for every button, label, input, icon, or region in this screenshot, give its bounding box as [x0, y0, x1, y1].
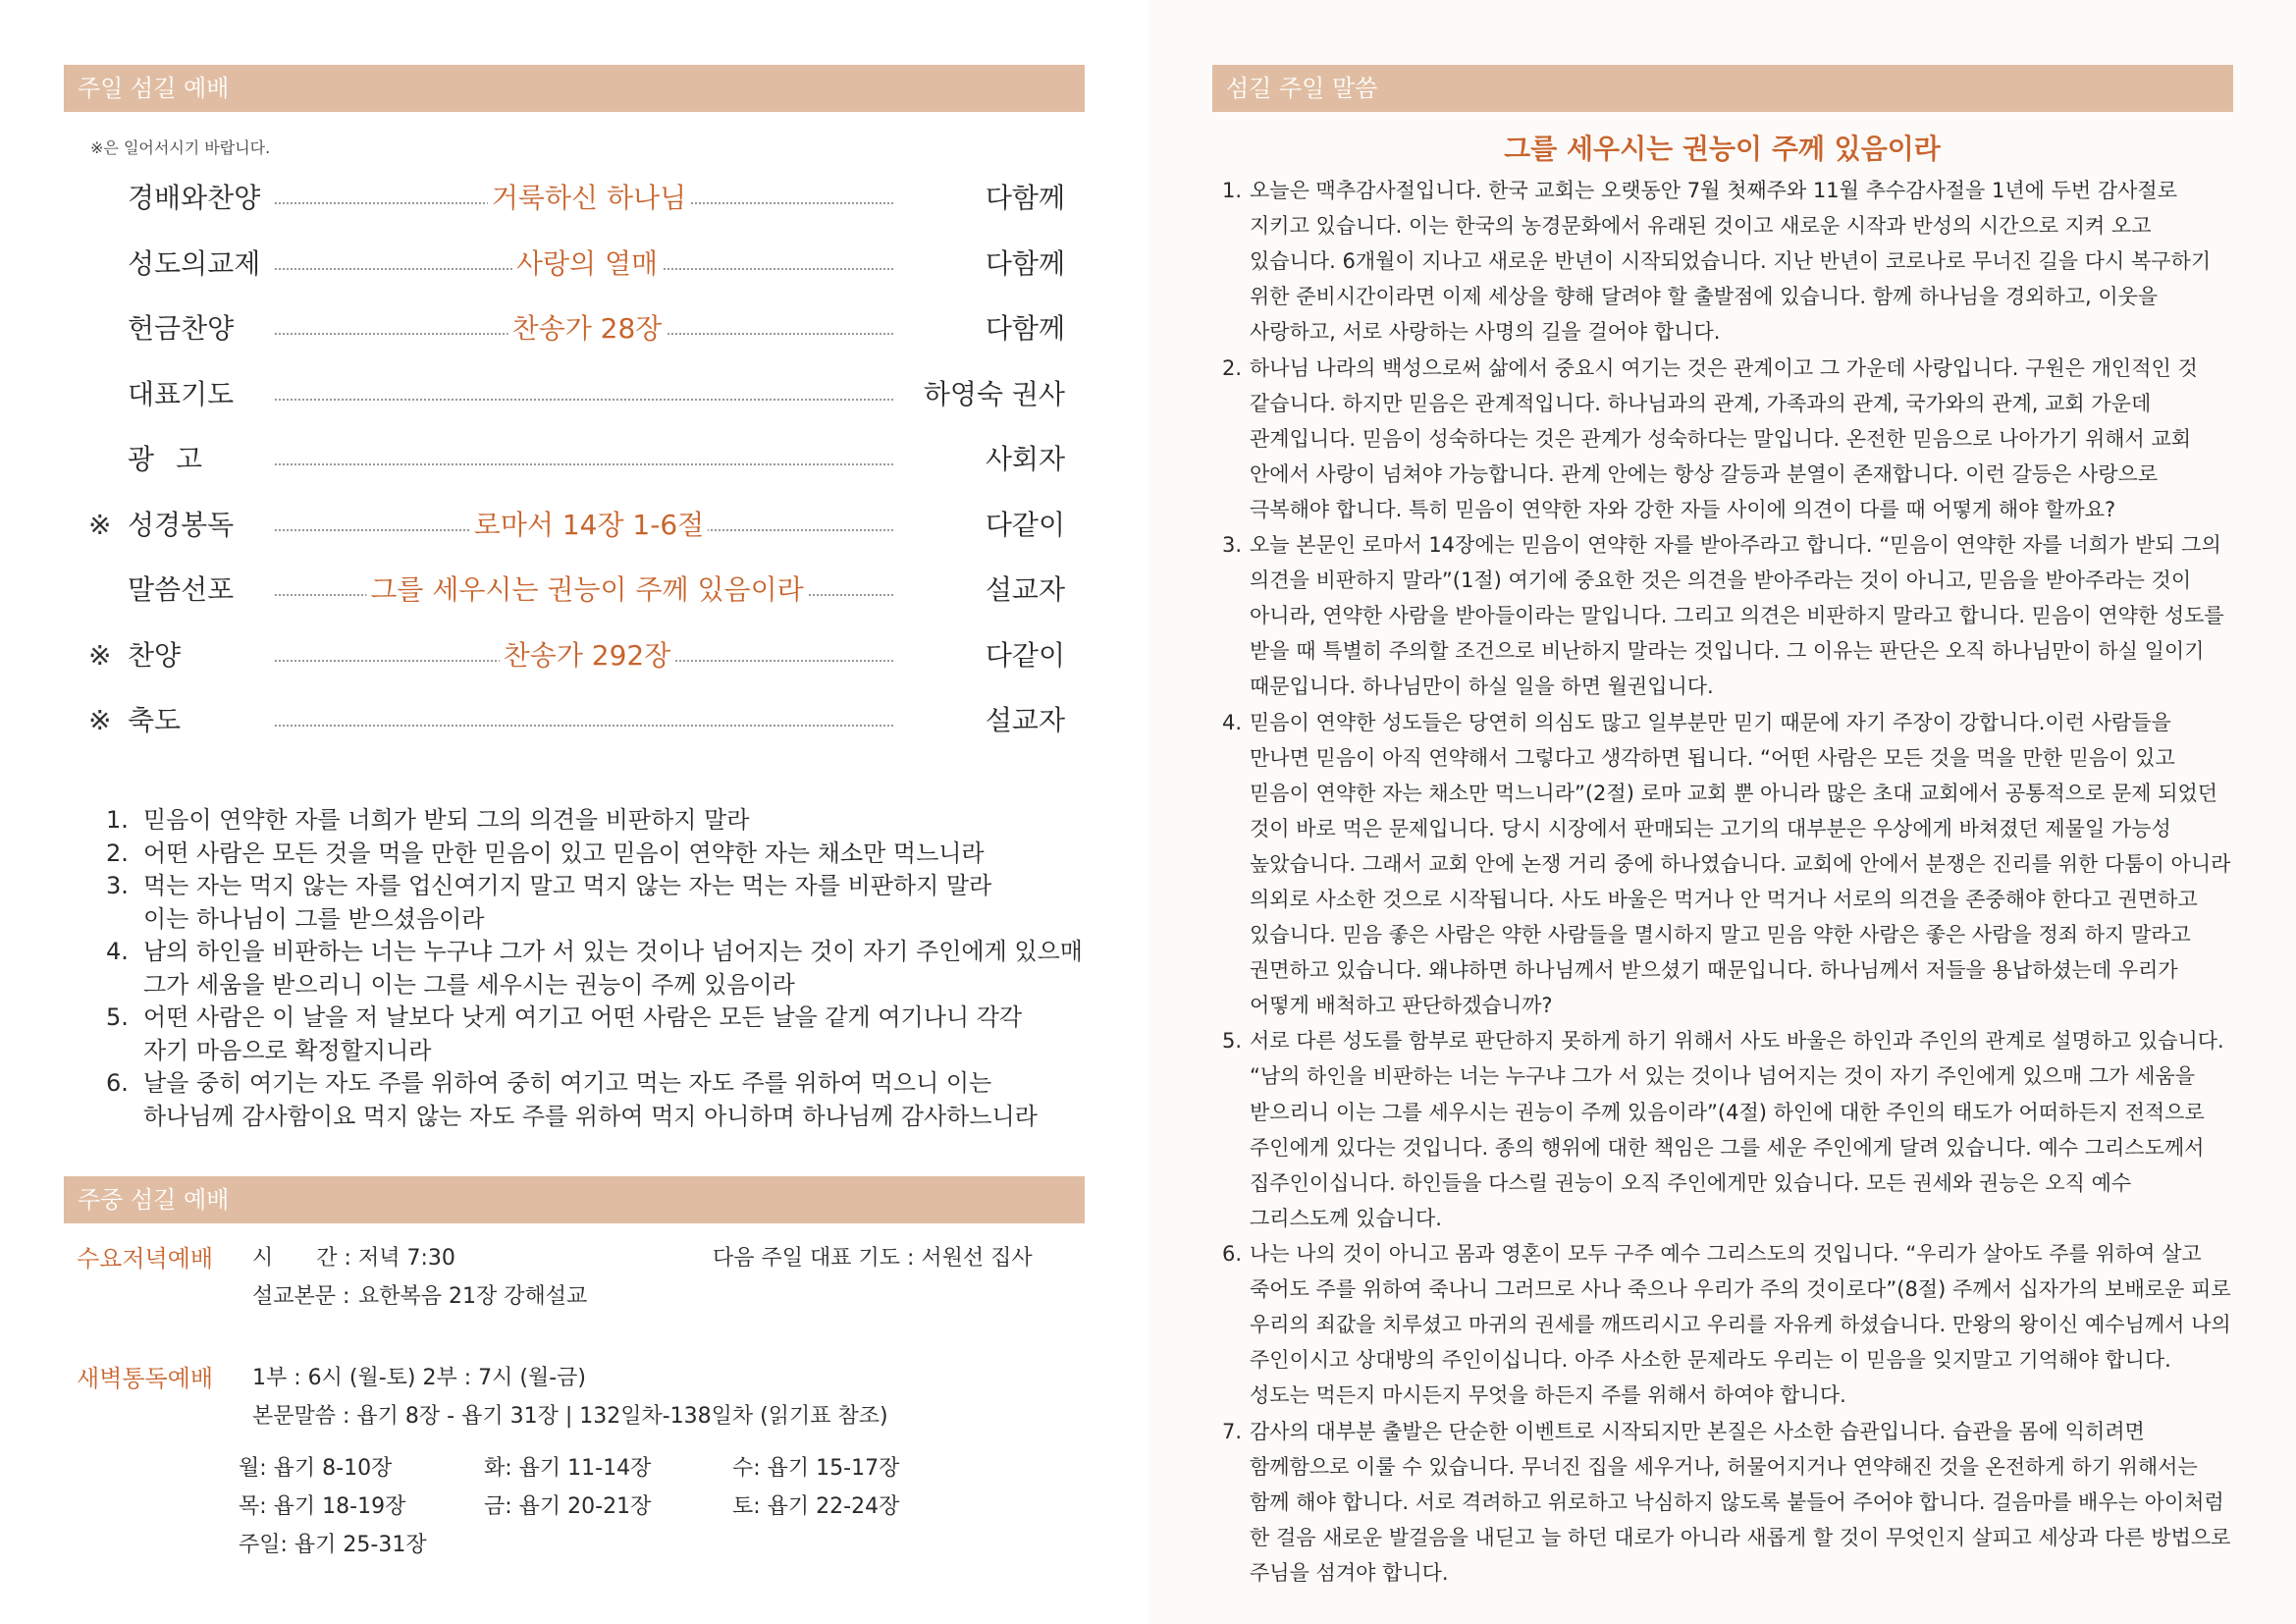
day-reading: 월: 욥기 8-10장	[239, 1456, 393, 1481]
order-row	[88, 506, 1065, 545]
order-row	[88, 375, 1065, 414]
paragraph-line: 서로 다른 성도를 함부로 판단하지 못하게 하기 위해서 사도 바울은 하인과 주인의 관계로 설명하고 있습니다.	[1250, 1029, 2224, 1054]
paragraph-line: 만나면 믿음이 아직 연약해서 그렇다고 생각하면 됩니다. “어떤 사람은 모든 것을 먹을 만한 믿음이 있고	[1250, 745, 2175, 770]
order-title: 말씀선포	[128, 573, 235, 606]
paragraph-number: 1.	[1222, 179, 1243, 202]
verse-line: 하나님께 감사함이요 먹지 않는 자도 주를 위하여 먹지 아니하며 하나님께 감사하느니라	[143, 1102, 1038, 1130]
day-reading: 금: 욥기 20-21장	[484, 1494, 652, 1519]
paragraph-number: 6.	[1222, 1242, 1243, 1266]
paragraph-line: 우리의 죄값을 치루셨고 마귀의 권세를 깨뜨리시고 우리를 자유케 하셨습니다. 만왕의 왕이신 예수님께서 나의	[1250, 1313, 2231, 1337]
order-row	[88, 701, 1065, 740]
verse-number: 1.	[106, 806, 129, 834]
day-reading: 주일: 욥기 25-31장	[239, 1533, 427, 1557]
verse-line: 먹는 자는 먹지 않는 자를 업신여기지 말고 먹지 않는 자는 먹는 자를 비판하지 말라	[143, 872, 992, 899]
verse-line: 자기 마음으로 확정할지니라	[143, 1036, 432, 1064]
order-content: 사랑의 열매	[512, 244, 662, 284]
sunday-worship-banner	[64, 65, 1085, 112]
wednesday-service-label: 수요저녁예배	[77, 1245, 214, 1272]
order-row	[88, 570, 1065, 610]
dawn-schedule: 1부 : 6시 (월-토) 2부 : 7시 (월-금)	[252, 1366, 586, 1390]
verse-line: 남의 하인을 비판하는 너는 누구냐 그가 서 있는 것이나 넘어지는 것이 자기 주인에게 있으매	[143, 938, 1083, 965]
banner-title: 주일 섬길 예배	[78, 75, 230, 102]
paragraph-number: 3.	[1222, 533, 1243, 557]
paragraph-line: 의견을 비판하지 말라”(1절) 여기에 중요한 것은 의견을 받아주라는 것이 아니고, 믿음을 받아주라는 것이	[1250, 568, 2192, 593]
paragraph-line: 주인이시고 상대방의 주인이십니다. 아주 사소한 문제라도 우리는 이 믿음을 잊지말고 기억해야 합니다.	[1250, 1348, 2171, 1373]
paragraph-line: 받을 때 특별히 주의할 조건으로 비난하지 말라는 것입니다. 그 이유는 판단은 오직 하나님만이 하실 일이기	[1250, 639, 2205, 664]
paragraph-line: 함께 해야 합니다. 서로 격려하고 위로하고 낙심하지 않도록 붙들어 주어야 합니다. 걸음마를 배우는 아이처럼	[1250, 1489, 2224, 1514]
order-row	[88, 244, 1065, 284]
order-row	[88, 440, 1065, 479]
leader-dots	[275, 725, 893, 727]
paragraph-line: 아니라, 연약한 사람을 받아들이라는 말입니다. 그리고 의견은 비판하지 말라고 합니다. 믿음이 연약한 성도를	[1250, 604, 2224, 628]
order-leader: 다함께	[985, 312, 1065, 345]
banner-title: 주중 섬길 예배	[78, 1186, 230, 1214]
paragraph-line: 지키고 있습니다. 이는 한국의 농경문화에서 유래된 것이고 새로운 시작과 반성의 시간으로 지켜 오고	[1250, 214, 2152, 239]
paragraph-line: 오늘은 맥추감사절입니다. 한국 교회는 오랫동안 7월 첫째주와 11월 추수감사절을 1년에 두번 감사절로	[1250, 179, 2177, 202]
paragraph-line: 높았습니다. 그래서 교회 안에 논쟁 거리 중에 하나였습니다. 교회에 안에서 분쟁은 진리를 위한 다툼이 아니라	[1250, 851, 2231, 876]
paragraph-line: 때문입니다. 하나님만이 하실 일을 하면 월권입니다.	[1250, 675, 1714, 699]
paragraph-line: 권면하고 있습니다. 왜냐하면 하나님께서 받으셨기 때문입니다. 하나님께서 저들을 용납하셨는데 우리가	[1250, 958, 2178, 983]
wednesday-time-key: 시 간 :	[252, 1246, 351, 1271]
order-leader: 설교자	[985, 704, 1065, 736]
paragraph-line: 안에서 사랑이 넘쳐야 가능합니다. 관계 안에는 항상 갈등과 분열이 존재합니다. 이런 갈등은 사랑으로	[1250, 461, 2159, 486]
paragraph-line: 오늘 본문인 로마서 14장에는 믿음이 연약한 자를 받아주라고 합니다. “믿음이 연약한 자를 너희가 받되 그의	[1250, 533, 2221, 557]
paragraph-line: 것이 바로 먹은 문제입니다. 당시 시장에서 판매되는 고기의 대부분은 우상에게 바쳐졌던 제물일 가능성	[1250, 816, 2171, 840]
paragraph-line: 관계입니다. 믿음이 성숙하다는 것은 관계가 성숙하다는 말입니다. 온전한 믿음으로 나아가기 위해서 교회	[1250, 426, 2192, 451]
verse-number: 4.	[106, 938, 129, 965]
standing-mark: ※	[88, 704, 112, 736]
paragraph-line: 죽어도 주를 위하여 죽나니 그러므로 사나 죽으나 우리가 주의 것이로다”(8절) 주께서 십자가의 보배로운 피로	[1250, 1277, 2231, 1302]
paragraph-line: 믿음이 연약한 자는 채소만 먹느니라”(2절) 로마 교회 뿐 아니라 많은 초대 교회에서 공통적으로 문제 되었던	[1250, 781, 2218, 805]
wednesday-text-value: 요한복음 21장 강해설교	[358, 1284, 588, 1309]
verse-line: 날을 중히 여기는 자도 주를 위하여 중히 여기고 먹는 자도 주를 위하여 먹으니 이는	[143, 1069, 992, 1097]
verse-number: 3.	[106, 872, 129, 899]
order-content: 찬송가 292장	[500, 636, 675, 676]
leader-dots	[275, 399, 893, 401]
order-row	[88, 179, 1065, 218]
order-leader: 사회자	[985, 443, 1065, 475]
order-leader: 다같이	[985, 638, 1065, 672]
dawn-reading: 본문말씀 : 욥기 8장 - 욥기 31장 | 132일차-138일차 (읽기표 참조)	[252, 1404, 888, 1429]
order-title: 경배와찬양	[128, 182, 261, 214]
verse-line: 그가 세움을 받으리니 이는 그를 세우시는 권능이 주께 있음이라	[143, 970, 795, 999]
banner-title: 섬길 주일 말씀	[1226, 75, 1378, 102]
paragraph-line: 집주인이십니다. 하인들을 다스릴 권능이 오직 주인에게만 있습니다. 모든 권세와 권능은 오직 예수	[1250, 1170, 2132, 1195]
paragraph-number: 2.	[1222, 355, 1243, 380]
day-reading: 화: 욥기 11-14장	[484, 1456, 652, 1481]
paragraph-line: 나는 나의 것이 아니고 몸과 영혼이 모두 구주 예수 그리스도의 것입니다. “우리가 살아도 주를 위하여 살고	[1250, 1242, 2202, 1266]
verse-number: 2.	[106, 839, 129, 867]
paragraph-line: 같습니다. 하지만 믿음은 관계적입니다. 하나님과의 관계, 가족과의 관계, 국가와의 관계, 교회 가운데	[1250, 391, 2152, 415]
day-reading: 토: 욥기 22-24장	[732, 1494, 900, 1519]
paragraph-line: 그리스도께 있습니다.	[1250, 1206, 1442, 1230]
paragraph-line: 성도는 먹든지 마시든지 무엇을 하든지 주를 위해서 하여야 합니다.	[1250, 1383, 1846, 1408]
paragraph-line: 있습니다. 6개월이 지나고 새로운 반년이 시작되었습니다. 지난 반년이 코로나로 무너진 길을 다시 복구하기	[1250, 249, 2212, 274]
paragraph-line: 주인에게 있다는 것입니다. 종의 행위에 대한 책임은 그를 세운 주인에게 달려 있습니다. 예수 그리스도께서	[1250, 1135, 2205, 1160]
order-title: 광고	[128, 443, 225, 475]
verse-line: 어떤 사람은 이 날을 저 날보다 낫게 여기고 어떤 사람은 모든 날을 같게 여기나니 각각	[143, 1003, 1023, 1031]
dawn-service-label: 새벽통독예배	[77, 1365, 214, 1392]
verse-line: 이는 하나님이 그를 받으셨음이라	[143, 904, 485, 933]
day-reading: 수: 욥기 15-17장	[732, 1456, 900, 1481]
order-leader: 다함께	[985, 182, 1065, 214]
paragraph-line: “남의 하인을 비판하는 너는 누구냐 그가 서 있는 것이나 넘어지는 것이 자기 주인에게 있으매 그가 세움을	[1250, 1064, 2196, 1089]
standing-note: ※은 일어서시기 바랍니다.	[90, 138, 271, 157]
order-leader: 하영숙 권사	[923, 377, 1065, 410]
weekday-worship-banner	[64, 1176, 1085, 1223]
paragraph-line: 극복해야 합니다. 특히 믿음이 연약한 자와 강한 자들 사이에 의견이 다를 때 어떻게 해야 할까요?	[1250, 497, 2116, 521]
paragraph-line: 주님을 섬겨야 합니다.	[1250, 1560, 1449, 1585]
order-title: 찬양	[128, 638, 182, 672]
standing-mark: ※	[88, 638, 112, 672]
paragraph-number: 5.	[1222, 1029, 1243, 1054]
paragraph-line: 의외로 사소한 것으로 시작됩니다. 사도 바울은 먹거나 안 먹거나 서로의 의견을 존중해야 한다고 권면하고	[1250, 888, 2198, 911]
verse-number: 6.	[106, 1069, 129, 1097]
order-row	[88, 309, 1065, 349]
sermon-title: 그를 세우시는 권능이 주께 있음이라	[1504, 133, 1941, 165]
standing-mark: ※	[88, 508, 112, 541]
sermon-banner	[1212, 65, 2233, 112]
paragraph-line: 하나님 나라의 백성으로써 삶에서 중요시 여기는 것은 관계이고 그 가운데 사랑입니다. 구원은 개인적인 것	[1250, 355, 2198, 380]
order-title: 대표기도	[128, 377, 235, 410]
wednesday-text-key: 설교본문 :	[252, 1284, 350, 1309]
order-title: 축도	[128, 704, 182, 736]
paragraph-line: 사랑하고, 서로 사랑하는 사명의 길을 걸어야 합니다.	[1250, 320, 1721, 345]
paragraph-line: 믿음이 연약한 성도들은 당연히 의심도 많고 일부분만 믿기 때문에 자기 주장이 강합니다.이런 사람들을	[1250, 710, 2171, 734]
day-reading: 목: 욥기 18-19장	[239, 1494, 406, 1519]
paragraph-line: 감사의 대부분 출발은 단순한 이벤트로 시작되지만 본질은 사소한 습관입니다. 습관을 몸에 익히려면	[1250, 1419, 2145, 1443]
wednesday-time-value: 저녁 7:30	[358, 1246, 455, 1271]
verse-line: 믿음이 연약한 자를 너희가 받되 그의 의견을 비판하지 말라	[143, 806, 750, 834]
next-sunday-prayer: 다음 주일 대표 기도 : 서원선 집사	[713, 1246, 1033, 1271]
paragraph-number: 7.	[1222, 1419, 1243, 1443]
order-content: 찬송가 28장	[508, 309, 667, 349]
verse-number: 5.	[106, 1003, 129, 1031]
order-content: 로마서 14장 1-6절	[470, 506, 708, 545]
paragraph-number: 4.	[1222, 710, 1243, 734]
leader-dots	[275, 463, 893, 465]
order-content: 거룩하신 하나님	[488, 179, 690, 218]
paragraph-line: 어떻게 배척하고 판단하겠습니까?	[1250, 994, 1553, 1018]
paragraph-line: 받으리니 이는 그를 세우시는 권능이 주께 있음이라”(4절) 하인에 대한 주인의 태도가 어떠하든지 전적으로	[1250, 1100, 2205, 1124]
order-title: 성경봉독	[128, 508, 235, 541]
order-title: 성도의교제	[128, 246, 261, 280]
order-row	[88, 636, 1065, 676]
paragraph-line: 함께함으로 이룰 수 있습니다. 무너진 집을 세우거나, 허물어지거나 연약해진 것을 온전하게 하기 위해서는	[1250, 1454, 2198, 1479]
order-content: 그를 세우시는 권능이 주께 있음이라	[366, 570, 807, 610]
paragraph-line: 한 걸음 새로운 발걸음을 내딛고 늘 하던 대로가 아니라 새롭게 할 것이 무엇인지 살피고 세상과 다른 방법으로	[1250, 1525, 2231, 1549]
paragraph-line: 있습니다. 믿음 좋은 사람은 약한 사람들을 멸시하지 말고 믿음 약한 사람은 좋은 사람을 정죄 하지 말라고	[1250, 923, 2191, 947]
verse-line: 어떤 사람은 모든 것을 먹을 만한 믿음이 있고 믿음이 연약한 자는 채소만 먹느니라	[143, 839, 985, 867]
paragraph-line: 위한 준비시간이라면 이제 세상을 향해 달려야 할 출발점에 있습니다. 함께 하나님을 경외하고, 이웃을	[1250, 285, 2159, 309]
order-title: 헌금찬양	[128, 312, 235, 345]
order-leader: 다함께	[985, 246, 1065, 280]
order-leader: 설교자	[985, 573, 1065, 606]
order-leader: 다같이	[985, 508, 1065, 541]
